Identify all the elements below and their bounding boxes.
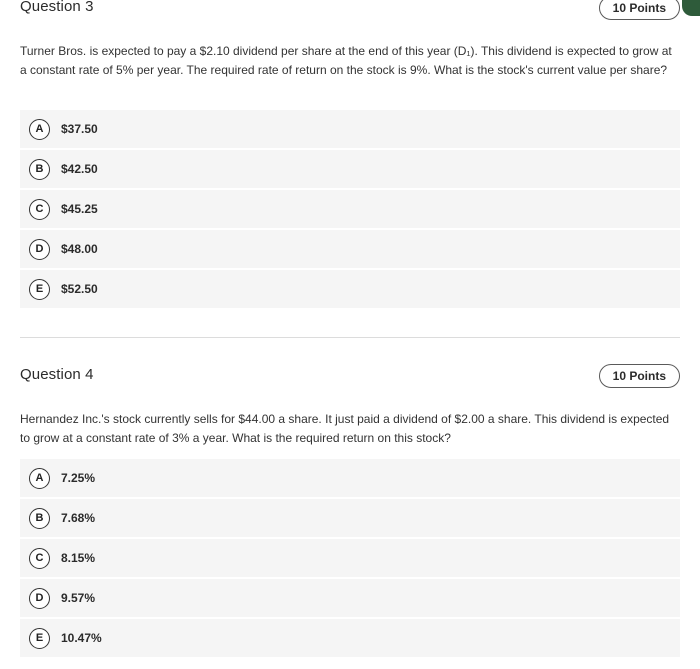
option-label: $37.50	[61, 122, 98, 136]
question-text: Turner Bros. is expected to pay a $2.10 dividend per share at the end of this year (D₁). This dividend is expected to grow at a constant rate of 5% per year. The required rate of return on the stock is 9%. What is the stock's current value per share?	[20, 44, 672, 77]
points-badge: 10 Points	[599, 0, 680, 20]
option-label: 8.15%	[61, 551, 96, 565]
option-e[interactable]	[20, 619, 680, 657]
option-d[interactable]	[20, 230, 680, 268]
option-b[interactable]	[20, 499, 680, 537]
question-text: Hernandez Inc.'s stock currently sells for $44.00 a share. It just paid a dividend of $2.00 a share. This dividend is expected to grow at a constant rate of 3% a year. What is the required return on this stock?	[20, 412, 670, 445]
question-4	[0, 364, 700, 645]
option-letter-circle: A	[29, 468, 50, 489]
question-header	[0, 364, 700, 392]
option-letter-circle: C	[29, 548, 50, 569]
option-label: $45.25	[61, 202, 98, 216]
question-title: Question 4	[20, 366, 94, 383]
option-label: 7.25%	[61, 471, 96, 485]
option-letter-circle: D	[29, 239, 50, 260]
question-divider	[20, 337, 680, 338]
option-label: $42.50	[61, 162, 98, 176]
option-label: $52.50	[61, 282, 98, 296]
option-label: 7.68%	[61, 511, 96, 525]
option-letter-circle: C	[29, 199, 50, 220]
option-letter-circle: B	[29, 159, 50, 180]
option-letter-circle: A	[29, 119, 50, 140]
option-e[interactable]	[20, 270, 680, 308]
option-letter-circle: E	[29, 279, 50, 300]
option-a[interactable]	[20, 110, 680, 148]
option-letter-circle: D	[29, 588, 50, 609]
answer-options	[20, 459, 680, 659]
option-label: 10.47%	[61, 631, 102, 645]
question-3	[0, 0, 700, 296]
option-letter-circle: E	[29, 628, 50, 649]
option-label: 9.57%	[61, 591, 96, 605]
option-a[interactable]	[20, 459, 680, 497]
option-d[interactable]	[20, 579, 680, 617]
answer-options	[20, 110, 680, 310]
option-b[interactable]	[20, 150, 680, 188]
points-badge: 10 Points	[599, 364, 680, 388]
option-letter-circle: B	[29, 508, 50, 529]
option-c[interactable]	[20, 539, 680, 577]
option-c[interactable]	[20, 190, 680, 228]
question-header	[0, 0, 700, 24]
question-title: Question 3	[20, 0, 94, 15]
option-label: $48.00	[61, 242, 98, 256]
